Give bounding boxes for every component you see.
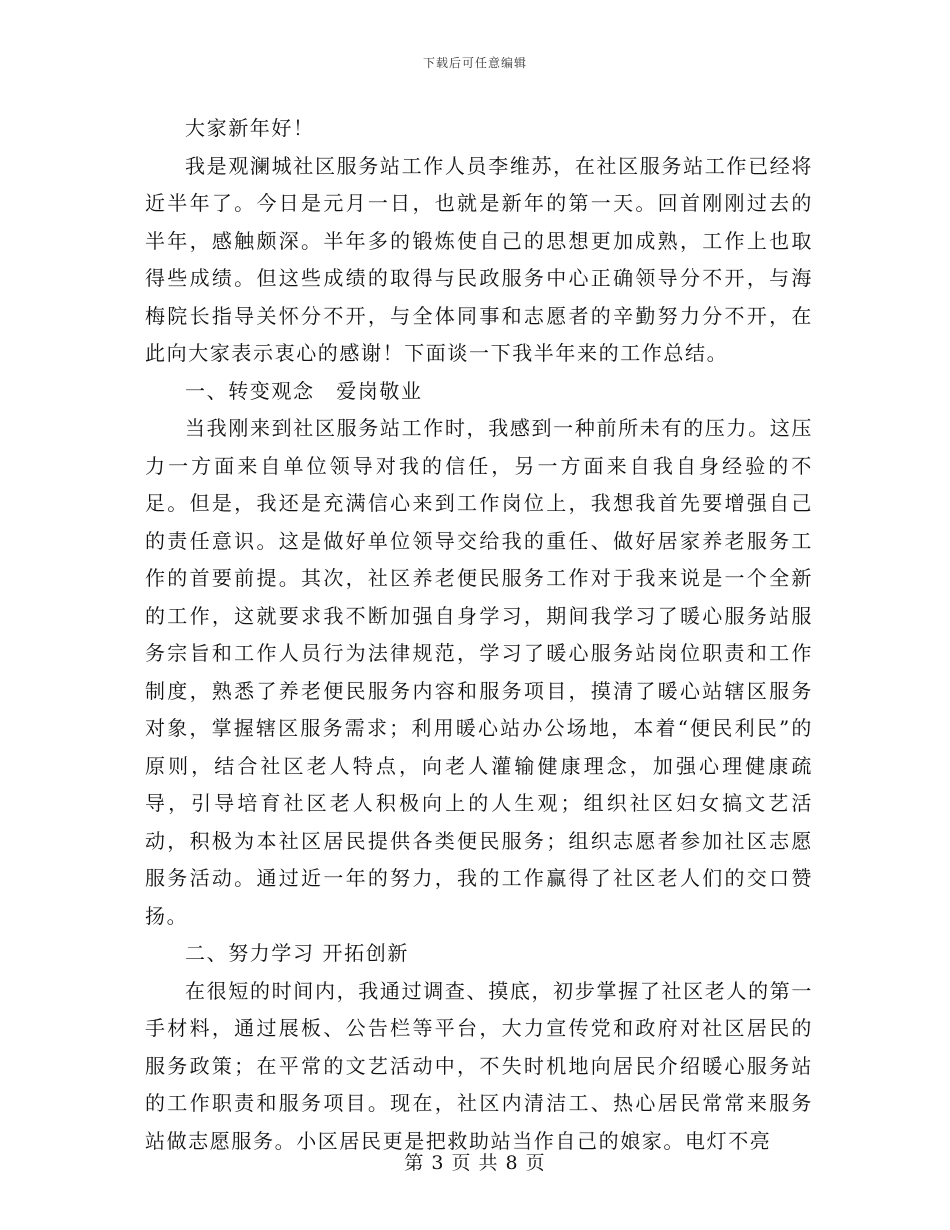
section-heading-1: 一、转变观念 爱岗敬业 [185, 378, 423, 403]
header-note: 下载后可任意编辑 [422, 56, 527, 70]
paragraph-section-1: 当我刚来到社区服务站工作时，我感到一种前所未有的压力。这压力一方面来自单位领导对我的信任，另一方面来自我自身经验的不足。但是，我还是充满信心来到工作岗位上，我想我首先要增强自己的责任意识。这是做好单位领导交给我的重任、做好居家养老服务工作的首要前提。其次，社区养老便民服务工作对于我来说是一个全新的工作，这就要求我不断加强自身学习，期间我学习了暖心服务站服务宗旨和工作人员行为法律规范，学习了暖心服务站岗位职责和工作制度，熟悉了养老便民服务内容和服务项目，摸清了暖心站辖区服务对象，掌握辖区服务需求；利用暖心站办公场地，本着“便民利民”的原则，结合社区老人特点，向老人灌输健康理念，加强心理健康疏导，引导培育社区老人积极向上的人生观；组织社区妇女搞文艺活动，积极为本社区居民提供各类便民服务；组织志愿者参加社区志愿服务活动。通过近一年的努力，我的工作赢得了社区老人们的交口赞扬。 [145, 416, 813, 928]
page-number: 第 3 页 共 8 页 [404, 1152, 546, 1174]
paragraph-intro: 我是观澜城社区服务站工作人员李维苏，在社区服务站工作已经将近半年了。今日是元月一日，也就是新年的第一天。回首刚刚过去的半年，感触颇深。半年多的锻炼使自己的思想更加成熟，工作上也取得些成绩。但这些成绩的取得与民政服务中心正确领导分不开，与海梅院长指导关怀分不开，与全体同事和志愿者的辛勤努力分不开，在此向大家表示衷心的感谢！下面谈一下我半年来的工作总结。 [145, 153, 813, 365]
greeting: 大家新年好！ [185, 116, 315, 140]
section-heading-2: 二、努力学习 开拓创新 [185, 941, 409, 965]
paragraph-section-2: 在很短的时间内，我通过调查、摸底，初步掌握了社区老人的第一手材料，通过展板、公告栏等平台，大力宣传党和政府对社区居民的服务政策；在平常的文艺活动中，不失时机地向居民介绍暖心服务站的工作职责和服务项目。现在，社区内清洁工、热心居民常常来服务站做志愿服务。小区居民更是把救助站当作自己的娘家。电灯不亮 [145, 978, 813, 1153]
document-body [145, 110, 813, 1160]
